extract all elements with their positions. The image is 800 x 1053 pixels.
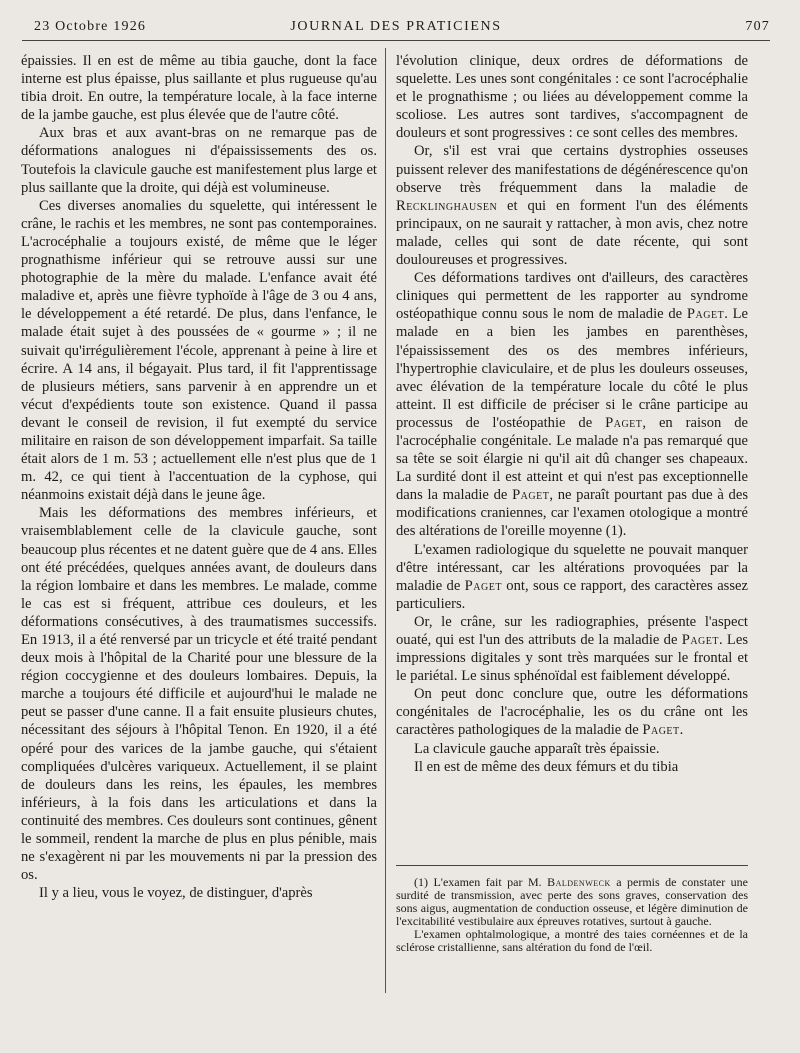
paragraph [396, 541, 748, 613]
author-name: Paget [605, 414, 643, 431]
text-run: Ces déformations tardives ont d'ailleurs, des caractères cliniques qui permettent de les rapporter au syndrome ostéopathique connu sous le nom de maladie de [396, 270, 748, 323]
paragraph: épaissies. Il en est de même au tibia gauche, dont la face interne est plus épaisse, plus saillante et plus rugueuse qu'au tibia droit. En outre, la température locale, à la face interne de la jambe gauche, est plus élevée que de l'autre côté. [21, 53, 377, 124]
text-run: . Le malade en a bien les jambes en parenthèses, l'épaississement des os des membres inférieurs, l'hypertrophie claviculaire, et de plus les douleurs osseuses, avec élévation de la température locale du côté le plus atteint. Il est difficile de préciser si le crâne participe au processus de l'ostéopathie de [396, 306, 748, 431]
author-name: Paget [642, 722, 680, 739]
text-run: , en raison de l'acrocéphalie congénitale. Le malade n'a pas remarqué que sa tête se soit élargie ni qu'il ait dû changer ses chapeaux. La surdité dont il est atteint et qui n'est pas exceptionnelle dans la maladie de [396, 414, 748, 504]
paragraph [396, 613, 748, 685]
paragraph [396, 142, 748, 269]
text-run: (1) L'examen fait par M. [414, 875, 548, 889]
author-name: Paget [512, 487, 550, 504]
text-run: . Les impressions digitales y sont très marquées sur le frontal et le pariétal. Le sinus sphénoïdal est faiblement développé. [396, 632, 748, 685]
text-run: La clavicule gauche apparaît très épaissie. [414, 740, 660, 757]
text-run: Or, s'il est vrai que certains dystrophies osseuses puissent relever des manifestations de dégénérescence qu'on observe très fréquemment dans la maladie de [396, 143, 748, 196]
issue-date: 23 Octobre 1926 [34, 19, 147, 34]
text-run: et qui en forment l'un des éléments principaux, on ne saurait y rattacher, à mon avis, chez notre malade, celles qui sont de date récente, qui sont douloureuses et progressives. [396, 197, 748, 269]
right-column [396, 52, 748, 776]
author-name: Recklinghausen [396, 197, 498, 214]
text-run: Il en est de même des deux fémurs et du tibia [414, 758, 679, 775]
paragraph [396, 269, 748, 540]
column-divider [385, 48, 386, 993]
author-name: Paget [464, 577, 502, 594]
paragraph [396, 876, 748, 928]
text-run: L'examen ophtalmologique, a montré des taies cornéennes et de la sclérose cristallienne, sans altération du fond de l'œil. [396, 927, 748, 954]
author-name: Paget [681, 632, 719, 648]
paragraph [396, 740, 748, 758]
paragraph: Aux bras et aux avant-bras on ne remarque pas de déformations analogues ni d'épaississements des os. Toutefois la clavicule gauche est manifestement plus large et plus saillante que la droite, qui déjà est volumineuse. [21, 125, 377, 196]
left-column [21, 52, 377, 902]
author-name: Paget [686, 306, 725, 323]
text-run: . [679, 722, 684, 739]
paragraph [396, 928, 748, 954]
text-run: On peut donc conclure que, outre les déformations congénitales de l'acrocéphalie, les os du crâne ont les caractères pathologiques de la maladie de [396, 686, 748, 739]
text-run: Or, le crâne, sur les radiographies, présente l'aspect ouaté, qui est l'un des attributs de la maladie de [396, 613, 748, 648]
footnotes [396, 876, 748, 954]
text-run: L'examen radiologique du squelette ne pouvait manquer d'être intéressant, car les altérations provoquées par la maladie de [396, 541, 748, 594]
running-header [22, 18, 770, 41]
journal-title: JOURNAL DES PRATICIENS [290, 19, 502, 34]
paragraph [396, 758, 748, 776]
paragraph: Il y a lieu, vous le voyez, de distinguer, d'après [39, 885, 313, 902]
page-number: 707 [745, 19, 770, 34]
paragraph: Ces diverses anomalies du squelette, qui intéressent le crâne, le rachis et les membres, ne sont pas contemporaines. L'acrocéphalie a toujours existé, de même que le léger prognathisme inférieur qui se retrouve aussi sur une photographie de la mère du malade. L'enfance avait été maladive et, après une fièvre typhoïde à l'âge de 3 ou 4 ans, le développement a été retardé. De plus, dans l'enfance, le malade était sujet à des poussées de « gourme » ; il ne suivait qu'irrégulièrement l'école, apprenant à peine à lire et écrire. A 14 ans, il bégayait. Plus tard, il fit l'apprentissage de plusieurs métiers, sans parvenir à en apprendre un et vécut d'expédients toute son existence. Quand il passa devant le conseil de revision, il fut exempté du service militaire en raison de son développement imparfait. Sa taille était alors de 1 m. 53 ; actuellement elle n'est plus que de 1 m. 42, ce qui tient à l'accentuation de la cyphose, qui néanmoins existait déjà dans le jeune âge. [21, 197, 377, 504]
paragraph [396, 52, 748, 142]
footnote-divider [396, 865, 748, 866]
paragraph: Mais les déformations des membres inférieurs, et vraisemblablement celle de la clavicule gauche, sont beaucoup plus récentes et ne datent guère que de 4 ans. Elles ont été précédées, quelques années avant, de douleurs dans la région lombaire et dans les membres. Le malade, comme le cas est si fréquent, attribue ces douleurs, et les déformations consécutives, à des traumatismes successifs. En 1913, il a été renversé par un tricycle et été traité pendant deux mois à l'hôpital de la Charité pour une blessure de la région coccygienne et des douleurs lombaires. Depuis, la marche a toujours été difficile et aujourd'hui le malade ne peut se passer d'une canne. Il a fait ensuite plusieurs chutes, nécessitant des séjours à l'hôpital Tenon. En 1920, il a été opéré pour des varices de la jambe gauche, qui s'étaient compliquées d'ulcères variqueux. Actuellement, il se plaint de douleurs dans les reins, les épaules, les membres inférieurs, à la fois dans les articulations et dans la continuité des membres. Ces douleurs sont continues, gênent le sommeil, rendent la marche de plus en plus pénible, mais ne s'exagèrent ni par les mouvements ni par la pression des os. [21, 505, 377, 884]
text-run: l'évolution clinique, deux ordres de déformations de squelette. Les unes sont congénitales : ce sont l'acrocéphalie et le prognathisme ; ou liées au développement comme la scoliose. Les autres sont tardives, s'accompagnent de douleurs et sont progressives : ce sont celles des membres. [396, 53, 748, 142]
paragraph [396, 685, 748, 739]
text-run: , ne paraît pourtant pas due à des modifications craniennes, car l'examen otologique a montré des altérations de l'oreille moyenne (1). [396, 487, 748, 540]
text-run: a permis de constater une surdité de transmission, avec perte des sons graves, conservation des sons aigus, augmentation de conduction osseuse, et légère diminution de l'excitabilité vestibulaire aux épreuves rotatives, surtout à gauche. [396, 875, 748, 928]
author-name: Baldenweck [547, 875, 611, 889]
text-run: ont, sous ce rapport, des caractères assez particuliers. [396, 577, 748, 612]
